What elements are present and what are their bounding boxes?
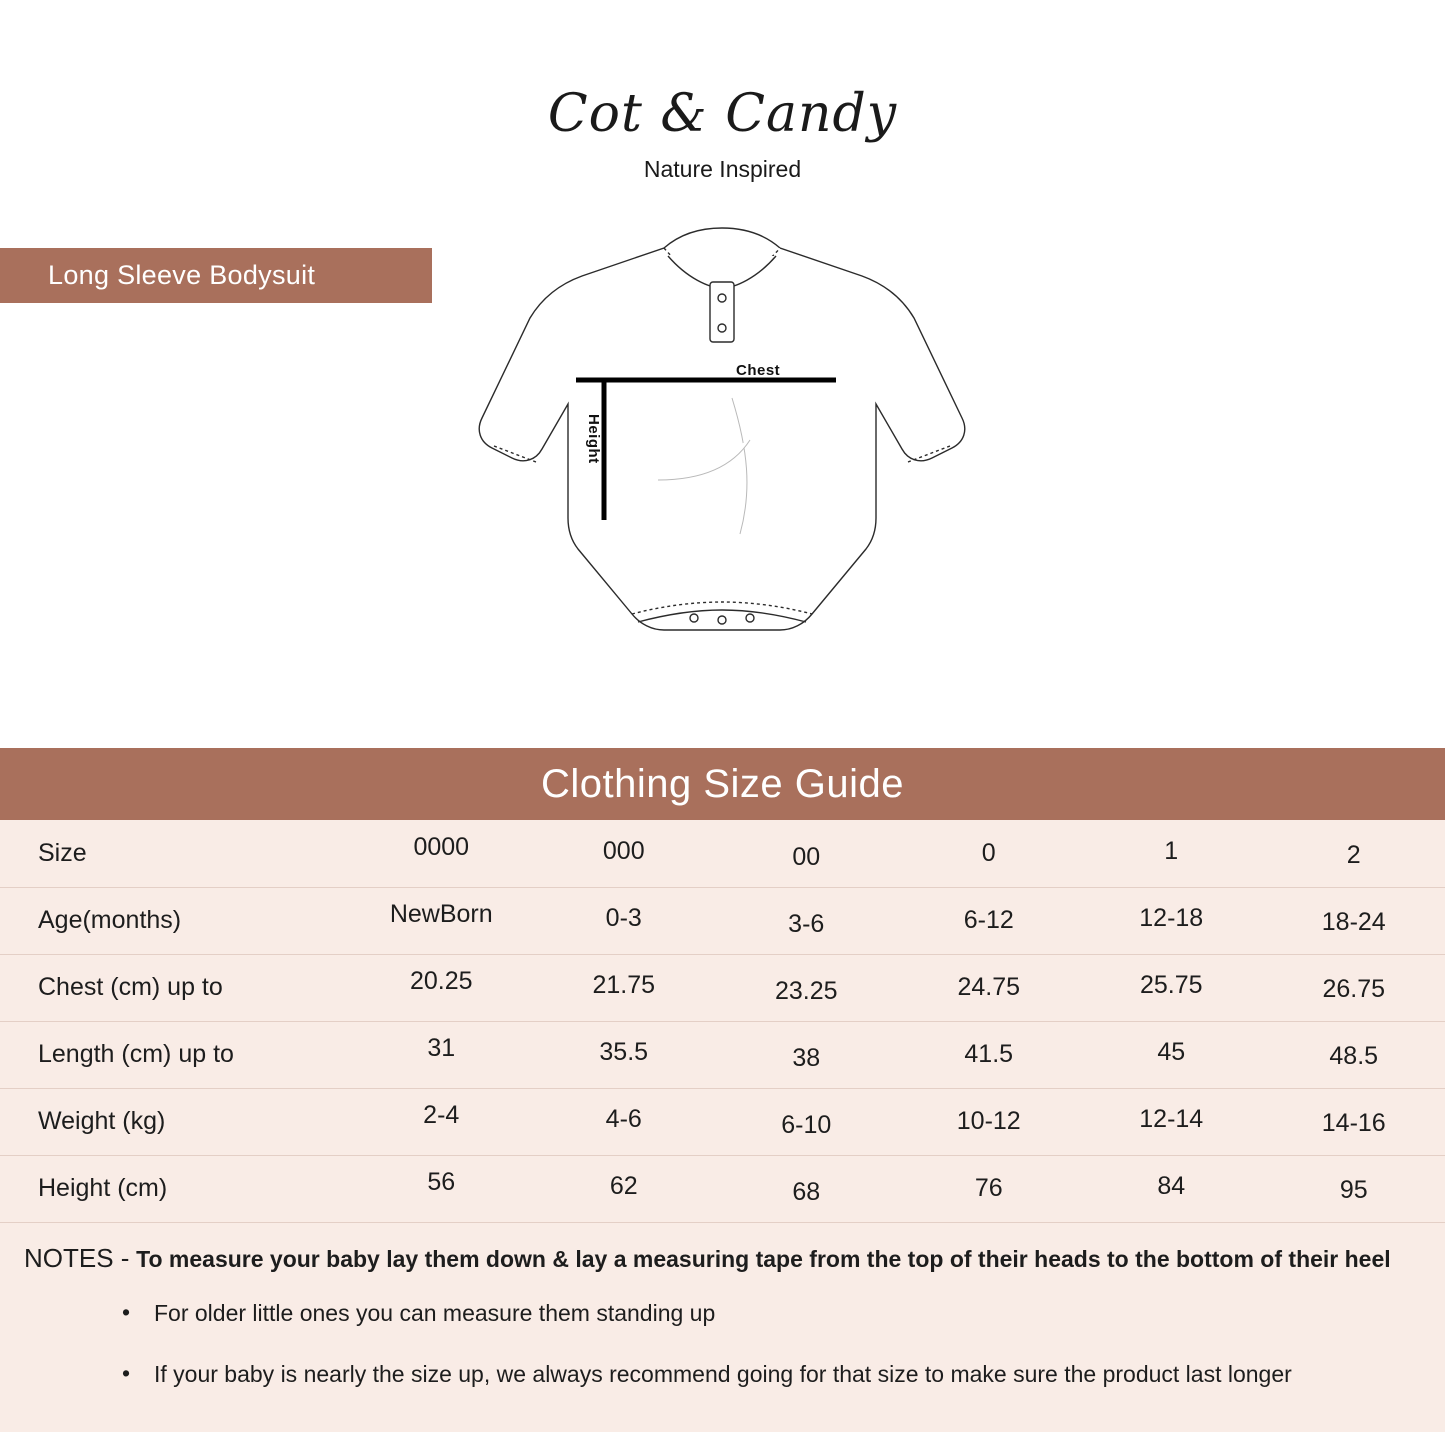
table-cell: 41.5 bbox=[898, 1021, 1081, 1088]
bodysuit-icon bbox=[432, 218, 1012, 673]
table-cell: 0000 bbox=[350, 820, 533, 887]
table-cell: NewBorn bbox=[350, 887, 533, 954]
table-cell: 45 bbox=[1080, 1021, 1263, 1088]
table-cell: 6-12 bbox=[898, 887, 1081, 954]
product-type-banner bbox=[0, 248, 432, 303]
size-table bbox=[0, 820, 1445, 1223]
size-guide-section bbox=[0, 748, 1445, 1432]
table-cell: 24.75 bbox=[898, 954, 1081, 1021]
notes-label: NOTES - bbox=[24, 1242, 130, 1273]
row-header: Height (cm) bbox=[0, 1155, 350, 1222]
table-cell: 0-3 bbox=[533, 887, 716, 954]
table-cell: 14-16 bbox=[1263, 1088, 1445, 1155]
row-header: Weight (kg) bbox=[0, 1088, 350, 1155]
table-cell: 18-24 bbox=[1263, 887, 1445, 954]
brand-tagline: Nature Inspired bbox=[643, 156, 802, 182]
table-cell: 12-14 bbox=[1080, 1088, 1263, 1155]
notes-main-line bbox=[24, 1243, 1421, 1274]
table-cell: 31 bbox=[350, 1021, 533, 1088]
table-cell: 23.25 bbox=[715, 954, 898, 1021]
table-cell: 12-18 bbox=[1080, 887, 1263, 954]
table-cell: 38 bbox=[715, 1021, 898, 1088]
table-cell: 0 bbox=[898, 820, 1081, 887]
table-row bbox=[0, 1088, 1445, 1155]
table-cell: 6-10 bbox=[715, 1088, 898, 1155]
table-row bbox=[0, 887, 1445, 954]
table-cell: 84 bbox=[1080, 1155, 1263, 1222]
list-item: • For older little ones you can measure them standing up bbox=[154, 1300, 1421, 1327]
row-header: Chest (cm) up to bbox=[0, 954, 350, 1021]
notes-bullet-list bbox=[24, 1300, 1421, 1388]
list-item: • If your baby is nearly the size up, we always recommend going for that size to make sure the product last longer bbox=[154, 1361, 1421, 1388]
table-cell: 35.5 bbox=[533, 1021, 716, 1088]
notes-section bbox=[0, 1223, 1445, 1432]
table-cell: 62 bbox=[533, 1155, 716, 1222]
product-type-label: Long Sleeve Bodysuit bbox=[48, 260, 316, 290]
table-cell: 10-12 bbox=[898, 1088, 1081, 1155]
table-row bbox=[0, 820, 1445, 887]
height-measure-label: Height bbox=[585, 414, 602, 464]
notes-main-text: To measure your baby lay them down & lay a measuring tape from the top of their heads to the bottom of their heel bbox=[136, 1245, 1391, 1272]
table-cell: 00 bbox=[715, 820, 898, 887]
brand-header bbox=[0, 84, 1445, 183]
row-header: Age(months) bbox=[0, 887, 350, 954]
table-cell: 26.75 bbox=[1263, 954, 1445, 1021]
table-cell: 95 bbox=[1263, 1155, 1445, 1222]
table-cell: 4-6 bbox=[533, 1088, 716, 1155]
table-cell: 21.75 bbox=[533, 954, 716, 1021]
row-header: Length (cm) up to bbox=[0, 1021, 350, 1088]
table-cell: 76 bbox=[898, 1155, 1081, 1222]
table-row bbox=[0, 1021, 1445, 1088]
table-cell: 56 bbox=[350, 1155, 533, 1222]
brand-name: Cot & Candy bbox=[547, 84, 898, 144]
table-cell: 20.25 bbox=[350, 954, 533, 1021]
table-cell: 48.5 bbox=[1263, 1021, 1445, 1088]
table-cell: 25.75 bbox=[1080, 954, 1263, 1021]
table-row bbox=[0, 1155, 1445, 1222]
table-cell: 2 bbox=[1263, 820, 1445, 887]
table-cell: 2-4 bbox=[350, 1088, 533, 1155]
table-cell: 1 bbox=[1080, 820, 1263, 887]
size-guide-title: Clothing Size Guide bbox=[0, 748, 1445, 820]
table-cell: 3-6 bbox=[715, 887, 898, 954]
row-header: Size bbox=[0, 820, 350, 887]
table-row bbox=[0, 954, 1445, 1021]
chest-measure-label: Chest bbox=[736, 362, 781, 379]
table-cell: 68 bbox=[715, 1155, 898, 1222]
table-cell: 000 bbox=[533, 820, 716, 887]
